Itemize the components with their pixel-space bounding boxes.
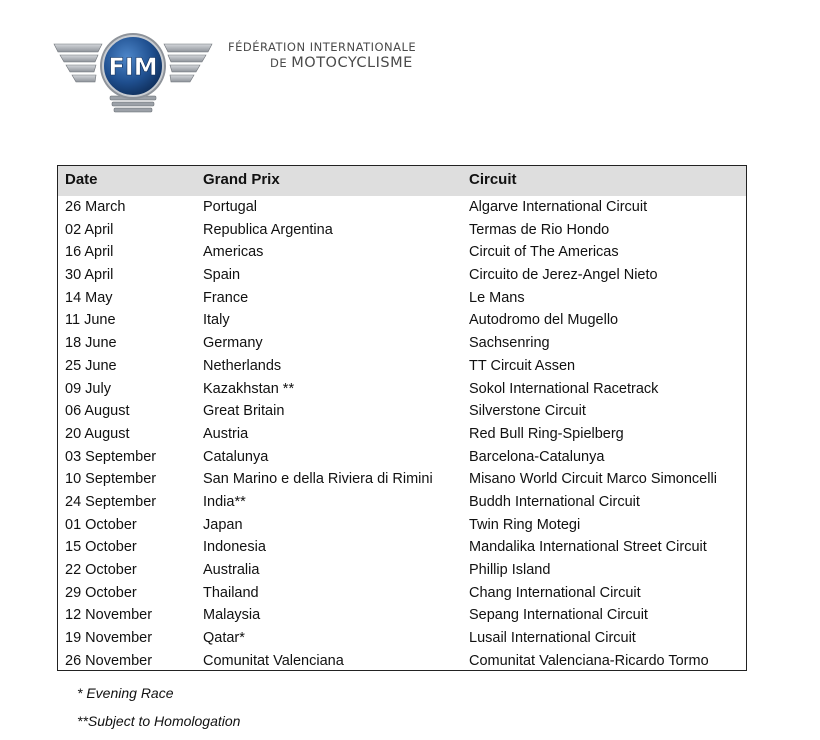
table-row <box>58 514 746 537</box>
date-cell: 22 October <box>65 562 137 578</box>
table-row <box>58 264 746 287</box>
table-row <box>58 423 746 446</box>
federation-line2-prefix: DE <box>270 56 288 70</box>
federation-line2 <box>270 55 416 71</box>
circuit-cell: Termas de Rio Hondo <box>469 221 610 238</box>
circuit-cell: Chang International Circuit <box>469 584 641 601</box>
date-cell: 25 June <box>65 357 117 374</box>
table-header <box>58 166 746 196</box>
date-cell: 11 June <box>65 312 116 329</box>
grand-prix-cell: Japan <box>203 516 243 533</box>
circuit-cell: Comunitat Valenciana-Ricardo Tormo <box>469 652 709 669</box>
federation-line2-main: MOTOCYCLISME <box>291 55 413 71</box>
grand-prix-cell: Australia <box>203 562 260 578</box>
table-row <box>58 604 746 627</box>
table-row <box>58 627 746 650</box>
circuit-cell: Algarve International Circuit <box>469 199 648 215</box>
logo-text: FIM <box>108 53 158 81</box>
grand-prix-cell: Germany <box>203 335 263 352</box>
table-row <box>58 536 746 559</box>
grand-prix-cell: Thailand <box>203 584 259 601</box>
grand-prix-cell: Great Britain <box>203 403 285 420</box>
grand-prix-cell: Republica Argentina <box>203 221 333 238</box>
circuit-cell: Barcelona-Catalunya <box>469 448 605 465</box>
circuit-cell: Sepang International Circuit <box>469 607 648 624</box>
circuit-cell: TT Circuit Assen <box>469 357 576 374</box>
circuit-cell: Circuito de Jerez-Angel Nieto <box>469 267 658 284</box>
circuit-cell: Circuit of The Americas <box>469 244 619 261</box>
circuit-cell: Buddh International Circuit <box>469 493 640 510</box>
date-cell: 03 September <box>65 448 157 465</box>
table-row <box>58 446 746 469</box>
date-cell: 18 June <box>65 335 117 352</box>
grand-prix-cell: Kazakhstan ** <box>203 380 295 397</box>
date-cell: 10 September <box>65 471 157 488</box>
date-cell: 16 April <box>65 244 114 261</box>
table-row <box>58 650 746 673</box>
date-cell: 12 November <box>65 607 153 624</box>
date-cell: 29 October <box>65 584 137 601</box>
federation-name <box>228 40 416 71</box>
table-row <box>58 241 746 264</box>
table-row <box>58 400 746 423</box>
table-row <box>58 582 746 605</box>
date-cell: 20 August <box>65 425 130 442</box>
grand-prix-cell: Comunitat Valenciana <box>203 652 344 669</box>
circuit-cell: Red Bull Ring-Spielberg <box>469 425 624 442</box>
column-header-date: Date <box>65 171 98 188</box>
date-cell: 01 October <box>65 516 137 533</box>
table-row <box>58 559 746 582</box>
table-row <box>58 491 746 514</box>
table-row <box>58 332 746 355</box>
grand-prix-cell: India** <box>203 493 246 510</box>
date-cell: 19 November <box>65 630 153 647</box>
table-body <box>58 196 746 672</box>
date-cell: 09 July <box>65 380 111 397</box>
footnote-evening-race: * Evening Race <box>77 685 174 701</box>
circuit-cell: Twin Ring Motegi <box>469 516 581 533</box>
date-cell: 15 October <box>65 539 137 556</box>
grand-prix-cell: Italy <box>203 312 230 329</box>
date-cell: 06 August <box>65 403 130 420</box>
column-header-circuit: Circuit <box>469 171 517 188</box>
date-cell: 26 November <box>65 652 153 669</box>
circuit-cell: Le Mans <box>469 289 525 306</box>
circuit-cell: Autodromo del Mugello <box>469 312 619 329</box>
table-row <box>58 468 746 491</box>
grand-prix-cell: Qatar* <box>203 630 245 647</box>
circuit-cell: Lusail International Circuit <box>469 630 636 647</box>
circuit-cell: Phillip Island <box>469 562 551 578</box>
circuit-cell: Sokol International Racetrack <box>469 380 659 397</box>
grand-prix-cell: Americas <box>203 244 264 261</box>
circuit-cell: Mandalika International Street Circuit <box>469 539 707 556</box>
circuit-cell: Sachsenring <box>469 335 550 352</box>
grand-prix-cell: Malaysia <box>203 607 261 624</box>
federation-line1: FÉDÉRATION INTERNATIONALE <box>228 40 417 54</box>
grand-prix-cell: Portugal <box>203 199 258 215</box>
date-cell: 02 April <box>65 221 114 238</box>
date-cell: 24 September <box>65 493 157 510</box>
table-row <box>58 309 746 332</box>
grand-prix-cell: Austria <box>203 425 249 442</box>
date-cell: 26 March <box>65 199 126 215</box>
fim-logo <box>52 26 214 114</box>
grand-prix-cell: Indonesia <box>203 539 266 556</box>
grand-prix-cell: Netherlands <box>203 357 282 374</box>
grand-prix-cell: France <box>203 289 249 306</box>
grand-prix-cell: Spain <box>203 267 241 284</box>
table-row <box>58 355 746 378</box>
table-row <box>58 378 746 401</box>
circuit-cell: Misano World Circuit Marco Simoncelli <box>469 471 717 488</box>
table-row <box>58 219 746 242</box>
date-cell: 30 April <box>65 267 114 284</box>
circuit-cell: Silverstone Circuit <box>469 403 586 420</box>
calendar-table <box>57 165 747 671</box>
grand-prix-cell: San Marino e della Riviera di Rimini <box>203 471 433 488</box>
table-row <box>58 287 746 310</box>
column-header-grand-prix: Grand Prix <box>203 171 280 188</box>
date-cell: 14 May <box>65 289 113 306</box>
footnote-homologation: **Subject to Homologation <box>77 713 241 729</box>
grand-prix-cell: Catalunya <box>203 448 269 465</box>
table-row <box>58 196 746 219</box>
